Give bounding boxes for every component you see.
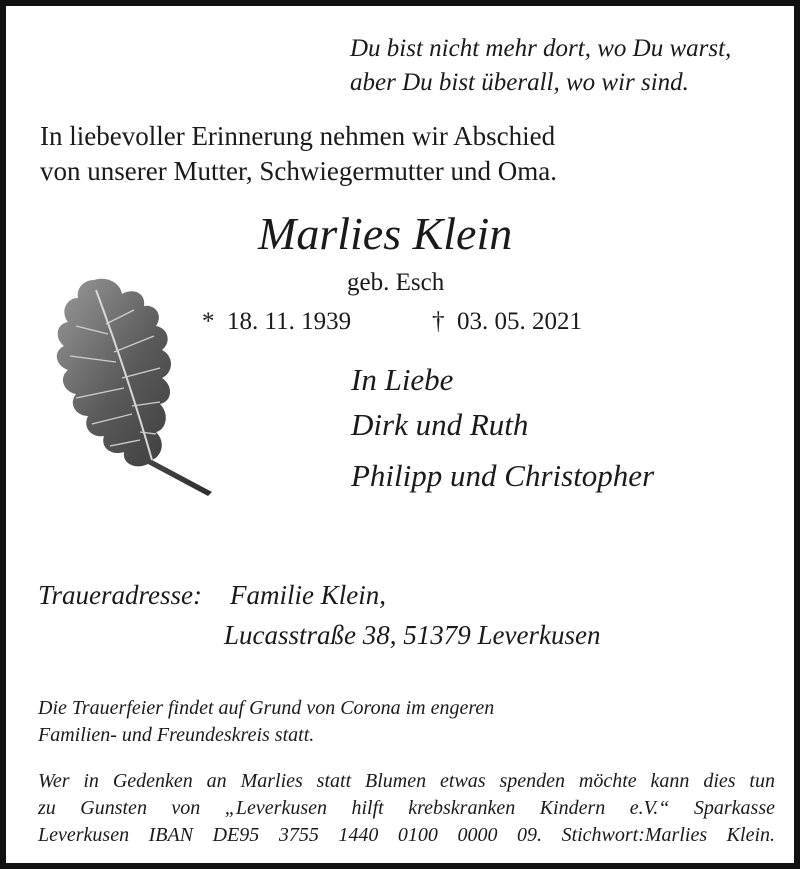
donation-notice-line-3: Leverkusen IBAN DE95 3755 1440 0100 0000 09. Stichwort:Marlies Klein. xyxy=(38,824,775,846)
birth-date: 18. 11. 1939 xyxy=(227,308,352,335)
intro-line-2: von unserer Mutter, Schwiegermutter und Oma. xyxy=(40,156,558,186)
death-date-line xyxy=(432,306,582,338)
birth-date-line xyxy=(202,306,351,338)
mourners-line-3: Philipp und Christopher xyxy=(351,458,655,493)
birth-name: geb. Esch xyxy=(347,269,445,296)
funeral-notice-line-2: Familien- und Freundeskreis statt. xyxy=(38,724,315,746)
funeral-notice-line-1: Die Trauerfeier findet auf Grund von Corona im engeren xyxy=(38,697,495,719)
donation-notice-line-1: Wer in Gedenken an Marlies statt Blumen etwas spenden möchte kann dies tun xyxy=(38,770,775,792)
donation-notice xyxy=(38,768,775,849)
intro-text xyxy=(40,119,557,189)
death-symbol: † xyxy=(432,308,445,335)
oak-leaf-icon xyxy=(36,274,221,496)
donation-notice-line-2: zu Gunsten von „Leverkusen hilft krebskranken Kindern e.V.“ Sparkasse xyxy=(38,797,775,819)
deceased-name: Marlies Klein xyxy=(258,208,513,259)
death-date: 03. 05. 2021 xyxy=(457,308,582,335)
address-name: Familie Klein, xyxy=(230,580,386,610)
birth-symbol: * xyxy=(202,308,215,335)
quote-line-1: Du bist nicht mehr dort, wo Du warst, xyxy=(350,35,732,62)
address-label: Traueradresse: xyxy=(38,580,203,610)
funeral-notice xyxy=(38,695,494,749)
mourners-line-2: Dirk und Ruth xyxy=(351,407,529,442)
quote-line-2: aber Du bist überall, wo wir sind. xyxy=(350,69,689,96)
intro-line-1: In liebevoller Erinnerung nehmen wir Abschied xyxy=(40,121,556,151)
address-street: Lucasstraße 38, 51379 Leverkusen xyxy=(224,620,601,650)
mourners-line-1: In Liebe xyxy=(351,362,454,397)
quote xyxy=(350,32,731,100)
